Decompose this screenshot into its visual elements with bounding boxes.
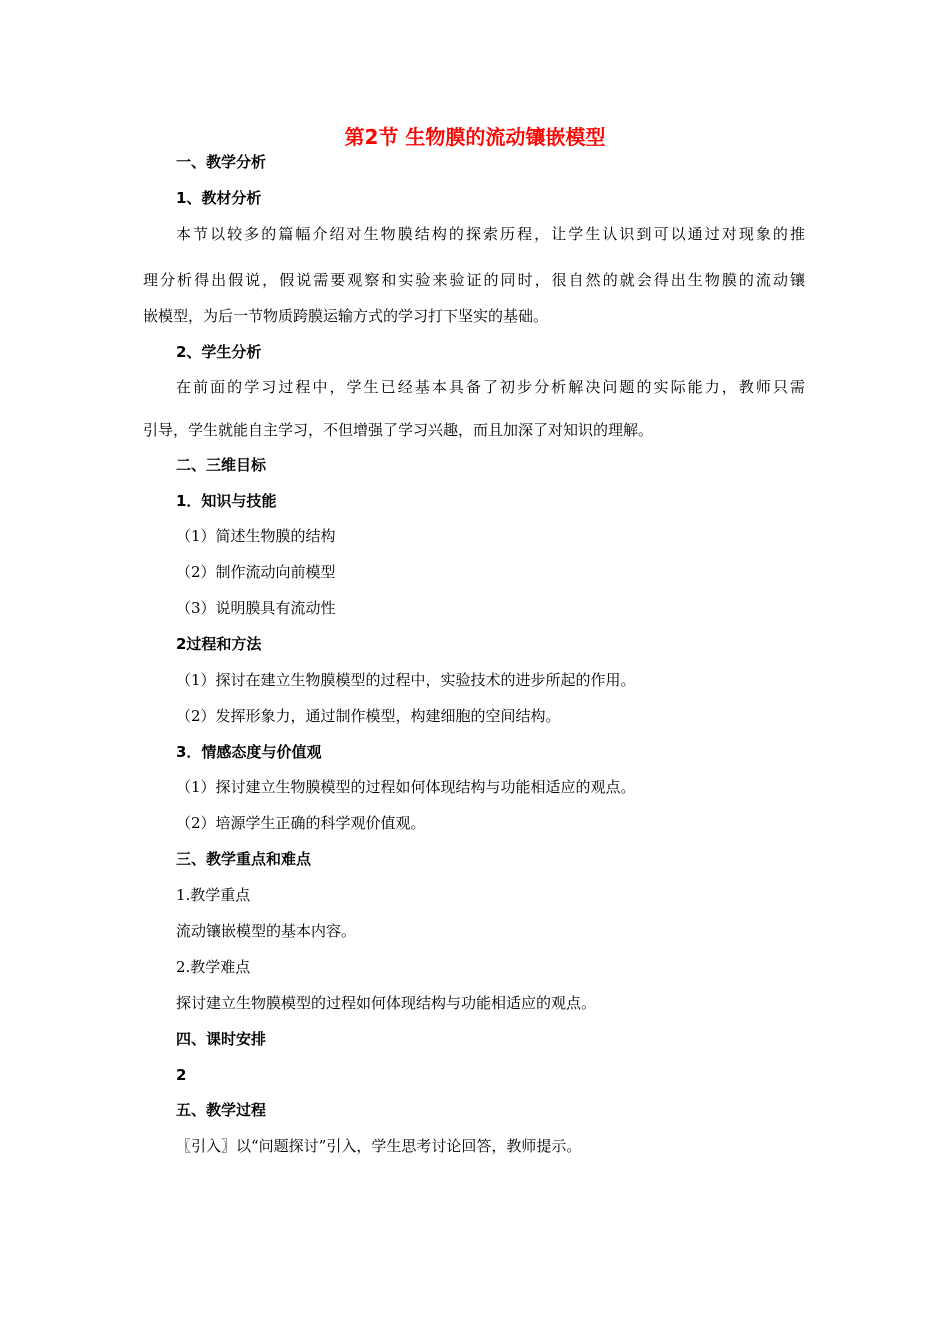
heading-teaching-process: 五、教学过程: [176, 1101, 267, 1119]
paragraph-line: 嵌模型，为后一节物质跨膜运输方式的学习打下坚实的基础。: [143, 307, 549, 325]
subheading-difficult-point: 2.教学难点: [176, 958, 251, 976]
paragraph-line: 〖引入〗以“问题探讨”引入，学生思考讨论回答，教师提示。: [176, 1137, 582, 1155]
paragraph-line: 流动镶嵌模型的基本内容。: [176, 922, 357, 940]
list-item: （2）发挥形象力，通过制作模型，构建细胞的空间结构。: [176, 707, 561, 725]
list-item: （2）培源学生正确的科学观价值观。: [176, 814, 426, 832]
document-title: 第2节 生物膜的流动镶嵌模型: [344, 125, 606, 149]
class-hours-value: 2: [176, 1066, 187, 1084]
paragraph-line: 引导，学生就能自主学习，不但增强了学习兴趣，而且加深了对知识的理解。: [143, 421, 654, 439]
paragraph-line: 探讨建立生物膜模型的过程如何体现结构与功能相适应的观点。: [176, 994, 597, 1012]
heading-key-difficult-points: 三、教学重点和难点: [176, 850, 312, 868]
list-item: （1）简述生物膜的结构: [176, 527, 336, 545]
subheading-key-point: 1.教学重点: [176, 886, 251, 904]
paragraph-line: 本节以较多的篇幅介绍对生物膜结构的探索历程，让学生认识到可以通过对现象的推: [176, 225, 805, 243]
paragraph-line: 在前面的学习过程中，学生已经基本具备了初步分析解决问题的实际能力，教师只需: [176, 378, 805, 396]
heading-teaching-analysis: 一、教学分析: [176, 153, 267, 171]
heading-class-hours: 四、课时安排: [176, 1030, 267, 1048]
list-item: （2）制作流动向前模型: [176, 563, 336, 581]
subheading-student-analysis: 2、学生分析: [176, 343, 262, 361]
paragraph-line: 理分析得出假说，假说需要观察和实验来验证的同时，很自然的就会得出生物膜的流动镶: [143, 271, 805, 289]
list-item: （1）探讨在建立生物膜模型的过程中，实验技术的进步所起的作用。: [176, 671, 636, 689]
list-item: （3）说明膜具有流动性: [176, 599, 336, 617]
heading-three-dimensional-goals: 二、三维目标: [176, 456, 267, 474]
subheading-process-methods: 2过程和方法: [176, 635, 262, 653]
subheading-textbook-analysis: 1、教材分析: [176, 189, 262, 207]
subheading-knowledge-skills: 1．知识与技能: [176, 492, 277, 510]
list-item: （1）探讨建立生物膜模型的过程如何体现结构与功能相适应的观点。: [176, 778, 636, 796]
subheading-emotion-values: 3．情感态度与价值观: [176, 743, 322, 761]
